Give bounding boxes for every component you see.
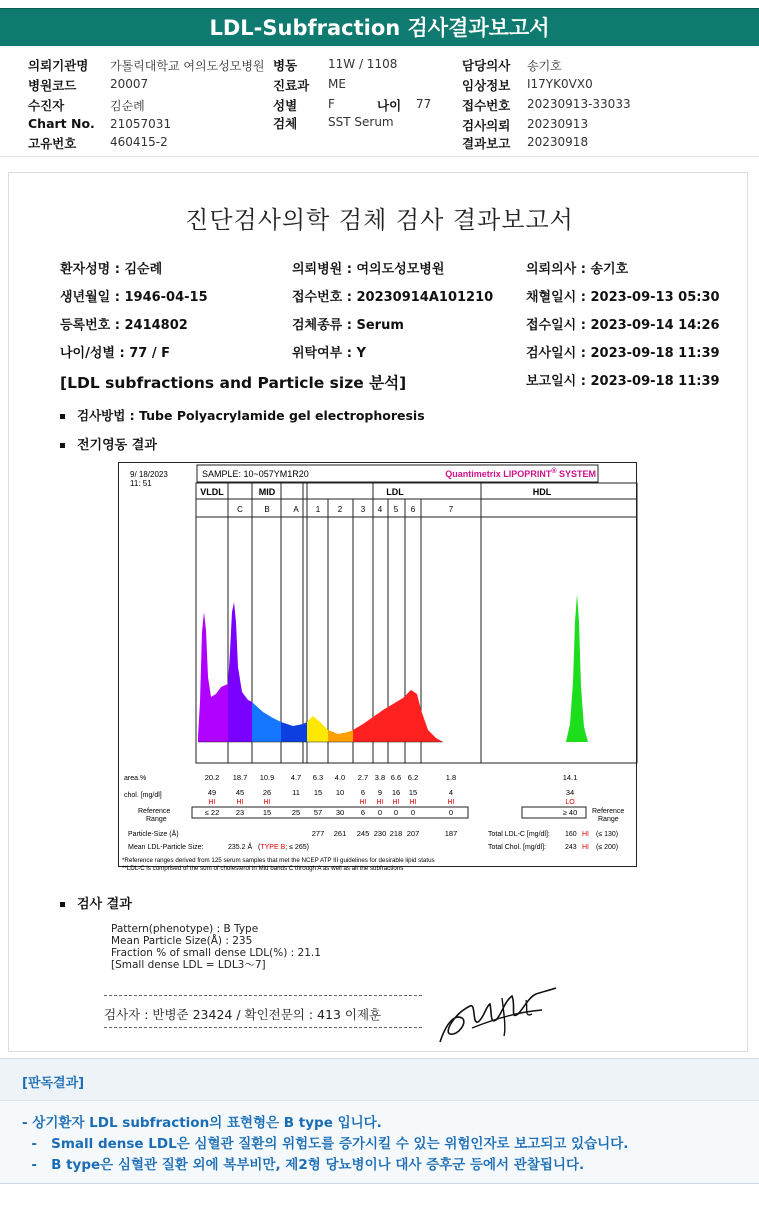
- chol-value: 16: [391, 788, 401, 797]
- inst-label: 의뢰기관명: [28, 58, 89, 73]
- ref-value: 30: [335, 808, 345, 817]
- chart-date: 9/ 18/2023: [130, 470, 168, 479]
- age-label: 나이: [377, 98, 402, 113]
- results-heading: 검사 결과: [77, 897, 132, 912]
- header-divider: [0, 156, 759, 157]
- total-chol-label: Total Chol. [mg/dl]:: [488, 844, 546, 851]
- area-value: 1.8: [445, 773, 457, 782]
- row-chol-label: chol. [mg/dl]: [124, 792, 162, 799]
- flag-value: LO: [565, 799, 575, 806]
- sex-value: F: [328, 97, 335, 111]
- clinic-value: I17YK0VX0: [527, 77, 593, 91]
- chart-sample: SAMPLE: 10~057YM1R20: [202, 469, 309, 479]
- total-chol-flag: HI: [582, 844, 589, 851]
- chart-label: Chart No.: [28, 116, 95, 131]
- mean-ldl-note: [258, 844, 309, 851]
- chol-value: 15: [408, 788, 418, 797]
- mean-ldl-note-tail: ; ≤ 265): [285, 844, 309, 851]
- flag-value: HI: [409, 799, 417, 806]
- result-pattern: Pattern(phenotype) : B Type: [111, 923, 259, 935]
- area-value: 6.3: [312, 773, 324, 782]
- band-label-2: 2: [337, 505, 343, 514]
- results-heading-line: [60, 893, 132, 912]
- area-value: 4.0: [334, 773, 346, 782]
- ref-value: 6: [360, 808, 366, 817]
- flag-value: HI: [263, 799, 271, 806]
- total-ldl-value: 160: [565, 831, 577, 838]
- flag-value: HI: [392, 799, 400, 806]
- chol-value: 10: [335, 788, 345, 797]
- method-text: 검사방법 : Tube Polyacrylamide gel electrophoresis: [77, 408, 425, 423]
- chart-brand-name: Quantimetrix LIPOPRINT: [445, 469, 552, 479]
- request-label: 검사의뢰: [462, 118, 511, 133]
- unique-value: 460415-2: [110, 135, 168, 149]
- chol-value: 15: [313, 788, 323, 797]
- info-birth: 생년월일 : 1946-04-15: [60, 290, 208, 305]
- ref-value: 0: [393, 808, 399, 817]
- band-label-4: 4: [377, 505, 383, 514]
- band-label-A: A: [293, 505, 299, 514]
- area-value: 20.2: [204, 773, 220, 782]
- flag-value: HI: [376, 799, 384, 806]
- doctor-value: 송기호: [527, 59, 562, 73]
- patient-label: 수진자: [28, 98, 65, 113]
- judgement-line-3: - B type은 심혈관 질환 외에 복부비만, 제2형 당뇨병이나 대사 증후군 등에서 관찰됩니다.: [22, 1157, 585, 1173]
- band-label-7: 7: [448, 505, 454, 514]
- info-specimen: 검체종류 : Serum: [292, 318, 404, 333]
- flag-value: HI: [447, 799, 455, 806]
- judgement-line-1: - 상기환자 LDL subfraction의 표현형은 B type 입니다.: [22, 1115, 382, 1131]
- ref-value: 25: [291, 808, 301, 817]
- info-report-time: 보고일시 : 2023-09-18 11:39: [526, 374, 720, 389]
- result-mean-size: Mean Particle Size(Å) : 235: [111, 935, 253, 947]
- band-label-B: B: [264, 505, 270, 514]
- mean-ldl-note-open: (: [258, 844, 261, 851]
- group-label-hdl: HDL: [532, 487, 552, 497]
- footnote-2: **LDL-C is comprised of the sum of cholesterol in Mid bands C through A as well as all the subfractions: [122, 865, 404, 872]
- psize-value: 218: [389, 829, 403, 838]
- code-label: 병원코드: [28, 78, 77, 93]
- method-line: [60, 406, 425, 424]
- band-label-1: 1: [315, 505, 321, 514]
- bullet-icon: [60, 902, 65, 907]
- report-subtitle: [LDL subfractions and Particle size 분석]: [60, 374, 407, 392]
- sex-label: 성별: [273, 98, 298, 113]
- lipoprint-chart: [118, 462, 640, 872]
- report-title: LDL-Subfraction 검사결과보고서: [209, 16, 550, 40]
- psize-value: 187: [444, 829, 458, 838]
- area-value: 6.2: [407, 773, 419, 782]
- bullet-icon: [60, 414, 65, 419]
- group-label-vldl: VLDL: [200, 487, 224, 497]
- psize-value: 230: [373, 829, 387, 838]
- report-title-bar: [0, 8, 759, 46]
- row-ref-label-1: Reference: [138, 808, 171, 815]
- patient-value: 김순례: [110, 99, 145, 113]
- chart-brand-tail: SYSTEM: [556, 469, 596, 479]
- total-chol-value: 243: [565, 844, 577, 851]
- ref-value: 15: [262, 808, 272, 817]
- area-value: 14.1: [562, 773, 578, 782]
- chart-value: 21057031: [110, 117, 172, 131]
- mean-ldl-label: Mean LDL-Particle Size:: [128, 844, 204, 851]
- clinic-label: 임상정보: [462, 78, 511, 93]
- footnote-1: *Reference ranges derived from 125 serum samples that met the NCEP ATP III guidelines for desirable lipid status: [122, 857, 435, 864]
- dept-value: ME: [328, 77, 346, 91]
- report-date-value: 20230918: [527, 135, 589, 149]
- area-value: 3.8: [374, 773, 386, 782]
- chol-value: 4: [448, 788, 454, 797]
- chart-brand: [445, 467, 596, 479]
- receipt-label: 접수번호: [462, 98, 511, 113]
- ward-label: 병동: [273, 58, 298, 73]
- info-age-sex: 나이/성별 : 77 / F: [60, 346, 171, 361]
- info-reg-no: 등록번호 : 2414802: [60, 318, 188, 333]
- row-area-label: area.%: [124, 775, 147, 782]
- band-label-6: 6: [410, 505, 416, 514]
- chol-value: 49: [207, 788, 217, 797]
- info-receipt-no: 접수번호 : 20230914A101210: [292, 290, 494, 305]
- judgement-heading: [판독결과]: [22, 1076, 85, 1091]
- age-value: 77: [416, 97, 432, 111]
- total-ldl-flag: HI: [582, 831, 589, 838]
- chol-value: 26: [262, 788, 272, 797]
- total-ldl-ref: (≤ 130): [596, 831, 619, 838]
- info-receipt-time: 접수일시 : 2023-09-14 14:26: [526, 318, 720, 333]
- area-value: 4.7: [290, 773, 302, 782]
- code-value: 20007: [110, 77, 149, 91]
- chol-value: 34: [565, 788, 575, 797]
- total-ldl-label: Total LDL-C [mg/dl]:: [488, 831, 550, 838]
- right-ref-label-2: Range: [598, 816, 619, 823]
- judgement-header: [0, 1058, 759, 1100]
- ref-value: ≤ 22: [204, 808, 220, 817]
- receipt-value: 20230913-33033: [527, 97, 631, 111]
- signature-text: 검사자 : 반병준 23424 / 확인전문의 : 413 이제훈: [104, 1007, 382, 1022]
- request-value: 20230913: [527, 117, 589, 131]
- info-consign: 위탁여부 : Y: [292, 346, 366, 361]
- band-label-C: C: [237, 505, 243, 514]
- area-value: 6.6: [390, 773, 402, 782]
- chol-value: 9: [377, 788, 383, 797]
- area-value: 2.7: [357, 773, 369, 782]
- ref-value: 0: [448, 808, 454, 817]
- flag-value: HI: [236, 799, 244, 806]
- signature-top-rule: [104, 995, 422, 996]
- inst-value: 가톨릭대학교 여의도성모병원: [110, 59, 265, 73]
- flag-value: HI: [359, 799, 367, 806]
- band-label-3: 3: [360, 505, 366, 514]
- chol-value: 11: [292, 788, 300, 797]
- chol-value: 6: [360, 788, 366, 797]
- ref-value: 23: [235, 808, 245, 817]
- row-psize-label: Particle-Size (Å): [128, 831, 179, 838]
- info-collect-time: 채혈일시 : 2023-09-13 05:30: [526, 290, 720, 305]
- specimen-label: 검체: [273, 116, 298, 131]
- chol-value: 45: [235, 788, 245, 797]
- ref-value: 0: [410, 808, 416, 817]
- handwritten-signature: [432, 984, 562, 1050]
- report-heading: 진단검사의학 검체 검사 결과보고서: [185, 206, 574, 234]
- flag-value: HI: [208, 799, 216, 806]
- signature-bottom-rule: [104, 1027, 422, 1028]
- electro-heading: 전기영동 결과: [77, 438, 157, 453]
- group-label-ldl: LDL: [386, 487, 404, 497]
- psize-value: 245: [356, 829, 370, 838]
- ref-value: ≥ 40: [562, 808, 578, 817]
- psize-value: 207: [406, 829, 420, 838]
- total-chol-ref: (≤ 200): [596, 844, 619, 851]
- judgement-body: [0, 1100, 759, 1184]
- electro-heading-line: [60, 434, 157, 453]
- info-patient-name: 환자성명 : 김순례: [60, 262, 163, 277]
- info-test-time: 검사일시 : 2023-09-18 11:39: [526, 346, 720, 361]
- judgement-line-2: - Small dense LDL은 심혈관 질환의 위험도를 증가시킬 수 있는 위험인자로 보고되고 있습니다.: [22, 1136, 629, 1152]
- result-fraction: Fraction % of small dense LDL(%) : 21.1: [111, 947, 321, 959]
- ward-value: 11W / 1108: [328, 57, 398, 71]
- doctor-label: 담당의사: [462, 58, 511, 73]
- area-value: 18.7: [232, 773, 248, 782]
- mean-ldl-value: 235.2 Å: [228, 844, 253, 851]
- group-label-mid: MID: [258, 487, 276, 497]
- psize-value: 261: [333, 829, 347, 838]
- ref-value: 57: [313, 808, 323, 817]
- dept-label: 진료과: [273, 78, 310, 93]
- row-ref-label-2: Range: [146, 816, 167, 823]
- chart-brand-sup: ®: [551, 468, 557, 475]
- area-value: 10.9: [259, 773, 275, 782]
- psize-value: 277: [311, 829, 325, 838]
- ref-value: 0: [377, 808, 383, 817]
- chart-time: 11: 51: [130, 479, 152, 488]
- report-date-label: 결과보고: [462, 136, 511, 151]
- info-hospital: 의뢰병원 : 여의도성모병원: [292, 262, 445, 277]
- right-ref-label-1: Reference: [592, 808, 625, 815]
- band-label-5: 5: [393, 505, 399, 514]
- specimen-value: SST Serum: [328, 115, 394, 129]
- result-sd-ldl: [Small dense LDL = LDL3～7]: [111, 959, 266, 971]
- bullet-icon: [60, 443, 65, 448]
- unique-label: 고유번호: [28, 136, 77, 151]
- mean-ldl-type: TYPE B: [260, 844, 286, 851]
- info-doctor: 의뢰의사 : 송기호: [526, 262, 629, 277]
